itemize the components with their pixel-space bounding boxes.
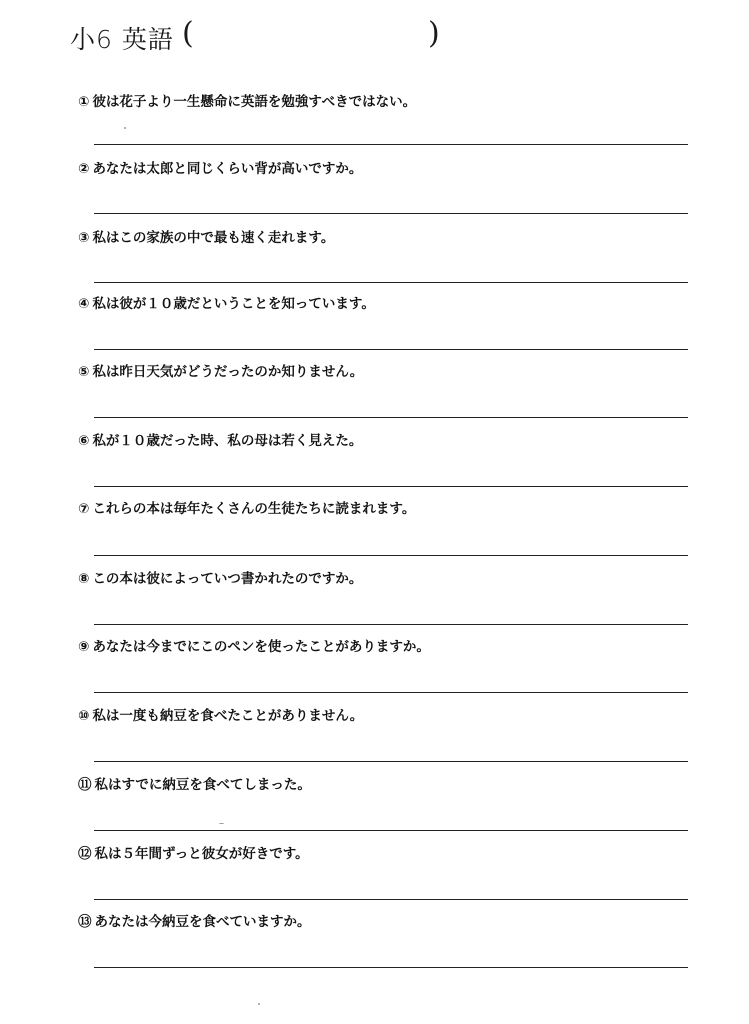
question-text: 私はすでに納豆を食べてしまった。 [94, 777, 311, 793]
question-number: ⑥ [78, 433, 90, 449]
name-field-open-paren: ( [182, 16, 194, 51]
question-prompt [78, 635, 430, 655]
answer-line[interactable] [94, 665, 688, 693]
question-13 [78, 910, 690, 966]
question-prompt [78, 429, 362, 449]
name-field-close-paren: ) [428, 16, 440, 51]
answer-line[interactable] [94, 117, 688, 145]
question-10 [78, 704, 690, 760]
question-text: これらの本は毎年たくさんの生徒たちに読まれます。 [92, 501, 416, 517]
question-prompt [78, 292, 375, 312]
worksheet-title: 小6 英語 [70, 25, 174, 54]
question-prompt [78, 226, 334, 246]
question-text: あなたは今納豆を食べていますか。 [94, 914, 311, 930]
question-number: ⑪ [78, 777, 92, 793]
question-text: 私はこの家族の中で最も速く走れます。 [92, 230, 335, 246]
answer-line[interactable] [94, 940, 688, 968]
question-11 [78, 773, 690, 829]
question-text: 私は５年間ずっと彼女が好きです。 [94, 846, 309, 862]
question-text: あなたは太郎と同じくらい背が高いですか。 [92, 161, 363, 177]
question-prompt [78, 567, 362, 587]
question-text: 私は一度も納豆を食べたことがありません。 [92, 708, 364, 724]
answer-line[interactable] [94, 528, 688, 556]
question-number: ⑧ [78, 571, 90, 587]
question-8 [78, 567, 690, 623]
question-number: ④ [78, 296, 90, 312]
question-prompt [78, 910, 311, 930]
question-9 [78, 635, 690, 691]
question-number: ② [78, 161, 90, 177]
question-text: 私が１０歳だった時、私の母は若く見えた。 [92, 433, 363, 449]
question-text: この本は彼によっていつ書かれたのですか。 [92, 571, 363, 587]
question-text: 私は昨日天気がどうだったのか知りません。 [92, 364, 364, 380]
question-prompt [78, 157, 362, 177]
answer-line[interactable] [94, 597, 688, 625]
answer-line[interactable] [94, 322, 688, 350]
question-3 [78, 226, 690, 282]
question-text: 彼は花子より一生懸命に英語を勉強すべきではない。 [92, 94, 417, 110]
question-2 [78, 157, 690, 213]
question-prompt [78, 497, 415, 517]
question-number: ⑬ [78, 914, 92, 930]
answer-line[interactable] [94, 734, 688, 762]
question-5 [78, 360, 690, 416]
answer-line[interactable] [94, 803, 688, 831]
scan-speck [258, 1003, 260, 1005]
question-number: ⑫ [78, 846, 92, 862]
question-text: あなたは今までにこのペンを使ったことがありますか。 [92, 639, 430, 655]
question-6 [78, 429, 690, 485]
question-prompt [78, 842, 309, 862]
question-number: ⑩ [78, 708, 90, 724]
question-number: ⑦ [78, 501, 90, 517]
question-7 [78, 497, 690, 553]
question-number: ⑨ [78, 639, 90, 655]
question-12 [78, 842, 690, 898]
question-4 [78, 292, 690, 348]
question-prompt [78, 704, 363, 724]
answer-line[interactable] [94, 459, 688, 487]
answer-line[interactable] [94, 872, 688, 900]
answer-line[interactable] [94, 186, 688, 214]
question-text: 私は彼が１０歳だということを知っています。 [92, 296, 375, 312]
scan-speck [219, 823, 224, 824]
answer-line[interactable] [94, 255, 688, 283]
question-number: ③ [78, 230, 90, 246]
answer-line[interactable] [94, 390, 688, 418]
question-prompt [78, 773, 311, 793]
question-number: ① [78, 94, 90, 110]
question-prompt [78, 90, 416, 110]
question-number: ⑤ [78, 364, 90, 380]
question-prompt [78, 360, 363, 380]
scan-speck [124, 127, 126, 129]
question-1 [78, 90, 690, 146]
